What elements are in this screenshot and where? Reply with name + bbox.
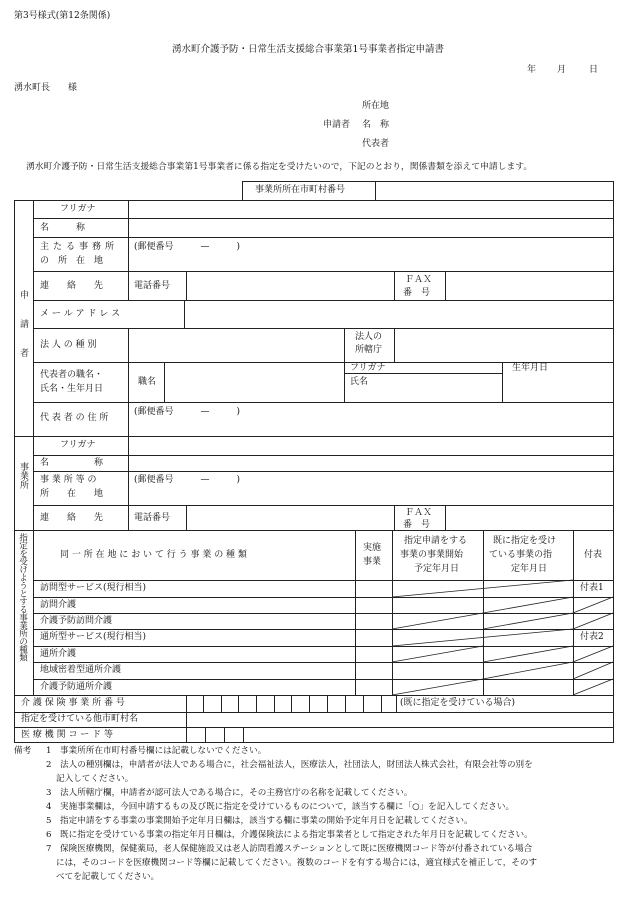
name-label: 名 称 — [40, 223, 86, 233]
attachment-header: 付表 — [584, 550, 603, 560]
service-row: 通所介護 — [40, 649, 77, 659]
service-attachment: 付表1 — [580, 583, 604, 593]
start-date-header-2: 事業の事業開始 — [400, 550, 464, 560]
date-month-label: 月 — [557, 65, 567, 75]
date-year-label: 年 — [527, 65, 537, 75]
applicant-name-label: 名 称 — [362, 120, 390, 130]
office-fax-label-2: 番 号 — [403, 520, 431, 530]
note-item: 7 保険医療機関，保健薬局，老人保健施設又は老人訪問看護ステーションとして既に医療機関コード等が付番されている場合 — [46, 844, 533, 854]
municipality-number-label: 事業所所在市町村番号 — [255, 185, 346, 195]
service-row: 介護予防訪問介護 — [40, 616, 113, 626]
medical-code-label: 医 療 機 関 コ ー ド 等 — [21, 730, 114, 740]
office-phone-label: 電話番号 — [134, 513, 171, 523]
note-item: 1 事業所所在市町村番号欄には記載しないでください。 — [46, 746, 267, 756]
note-item: 2 法人の種別欄は，申請者が法人である場合に，社会福祉法人，医療法人，社団法人，財団法人株式会社，有限会社等の別を — [46, 760, 533, 770]
office-furigana-label: フリガナ — [60, 440, 96, 450]
main-office-label: 主たる事務所 — [40, 242, 119, 252]
service-row: 介護予防通所介護 — [40, 682, 113, 692]
note-item: 記入してください。 — [56, 774, 134, 784]
email-label: メ ー ル ア ド レ ス — [40, 309, 121, 319]
fax-label-2: 番 号 — [403, 288, 431, 298]
note-item: 5 指定申請をする事業の事業開始予定年月日欄は，該当する欄に事業の開始予定年月日を記載してください。 — [46, 816, 473, 826]
care-insurance-number-label: 介 護 保 険 事 業 所 番 号 — [21, 698, 125, 708]
note-item: 3 法人所轄庁欄，申請者が認可法人である場合に，その主務官庁の名称を記載してください。 — [46, 788, 413, 798]
note-item: には，そのコードを医療機関コード等欄に記載してください。複数のコードを有する場合には，適宜様式を補正して，そのす — [56, 858, 538, 868]
service-section-label: 指定を受けようとする事業所の種類 — [17, 533, 28, 661]
corp-office-label: 法人の — [355, 332, 383, 342]
start-date-header-3: 予定年月日 — [414, 564, 460, 574]
already-designated-note: (既に指定を受けている場合) — [400, 698, 516, 708]
note-item: べてを記載してください。 — [56, 872, 160, 882]
service-attachment: 付表2 — [580, 632, 604, 642]
existing-date-header: 既に指定を受け — [493, 536, 557, 546]
service-type-header: 同 一 所 在 地 に お い て 行 う 事 業 の 種 類 — [60, 550, 247, 560]
office-name-label: 名 称 — [40, 458, 104, 468]
office-section-label: 事業所 — [18, 462, 28, 489]
office-contact-label: 連 絡 先 — [40, 513, 104, 523]
form-number: 第3号様式(第12条関係) — [14, 11, 111, 21]
office-address-label: 事 業 所 等 の — [40, 475, 97, 485]
service-row: 通所型サービス(現行相当) — [40, 632, 147, 642]
representative-info-label: 代表者の職名・ — [40, 370, 104, 380]
date-day-label: 日 — [589, 65, 599, 75]
existing-date-header-3: 定年月日 — [511, 564, 548, 574]
furigana-label: フリガナ — [60, 204, 96, 214]
phone-label: 電話番号 — [134, 281, 171, 291]
other-municipality-label: 指定を受けている他市町村名 — [21, 714, 139, 724]
corp-office-label-2: 所轄庁 — [355, 345, 383, 355]
contact-label: 連 絡 先 — [40, 281, 104, 291]
form-title: 湧水町介護予防・日常生活支援総合事業第1号事業者指定申請書 — [172, 44, 445, 55]
corp-type-label: 法 人 の 種 別 — [40, 340, 97, 350]
birth-date-label: 生年月日 — [512, 363, 549, 373]
fax-label: ＦＡＸ — [405, 275, 433, 285]
representative-label: 代表者 — [362, 139, 390, 149]
service-row: 訪問型サービス(現行相当) — [40, 583, 147, 593]
notes-label: 備考 — [14, 746, 32, 756]
rep-name-label: 氏名 — [350, 377, 369, 387]
applicant-section-label: 申請者 — [18, 290, 28, 377]
rep-address-label: 代 表 者 の 住 所 — [40, 413, 109, 423]
addressee: 湧水町長 様 — [14, 83, 78, 93]
note-item: 4 実施事業欄は，今回申請するもの及び既に指定を受けているものについて，該当する欄に「○」を記入してください。 — [46, 802, 515, 812]
note-item: 6 既に指定を受けている事業の指定年月日欄は，介護保険法による指定事業者として指定された年月日を記載してください。 — [46, 830, 533, 840]
rep-furigana-label: フリガナ — [350, 363, 386, 373]
start-date-header: 指定申請をする — [404, 536, 468, 546]
main-office-postal: (郵便番号 — ) — [134, 242, 241, 252]
rep-postal: (郵便番号 — ) — [134, 407, 241, 417]
office-address-label-2: 所 在 地 — [40, 489, 104, 499]
intro-text: 湧水町介護予防・日常生活支援総合事業第1号事業者に係る指定を受けたいので，下記のとおり，関係書類を添えて申請します。 — [26, 162, 533, 172]
representative-info-label-2: 氏名・生年月日 — [40, 384, 104, 394]
implemented-header-2: 事業 — [363, 557, 382, 567]
job-title-label: 職名 — [138, 377, 157, 387]
applicant-address-label: 所在地 — [362, 101, 390, 111]
office-fax-label: ＦＡＸ — [405, 508, 433, 518]
service-row: 地域密着型通所介護 — [40, 665, 122, 675]
applicant-label: 申請者 — [323, 120, 351, 130]
main-office-label-2: の 所 在 地 — [40, 256, 104, 266]
office-postal: (郵便番号 — ) — [134, 475, 241, 485]
implemented-header: 実施 — [363, 543, 382, 553]
service-row: 訪問介護 — [40, 600, 77, 610]
existing-date-header-2: ている事業の指 — [489, 550, 553, 560]
